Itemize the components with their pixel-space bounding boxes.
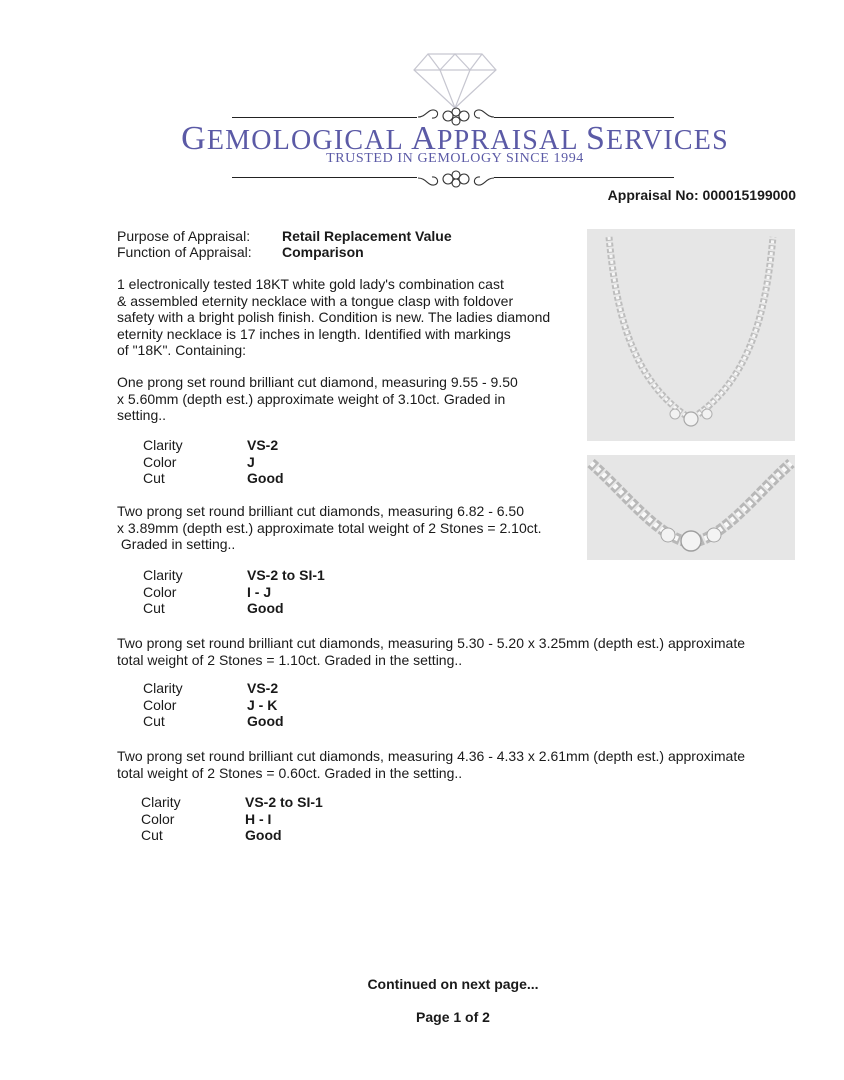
ornament-scroll-bottom bbox=[416, 167, 496, 189]
grade-key: Color bbox=[143, 583, 177, 600]
description-line: of "18K". Containing: bbox=[117, 342, 247, 358]
grade-row-clarity bbox=[141, 794, 323, 811]
grade-row-cut bbox=[143, 713, 284, 730]
grade-key: Clarity bbox=[143, 567, 183, 583]
grade-key: Clarity bbox=[143, 680, 183, 696]
stone-4-description bbox=[117, 748, 745, 781]
header-rule-top-left bbox=[232, 117, 417, 118]
grade-key: Cut bbox=[141, 827, 163, 843]
stone-line: Two prong set round brilliant cut diamonds, measuring 6.82 - 6.50 bbox=[117, 503, 525, 519]
grade-value: Good bbox=[247, 470, 284, 486]
grade-row-color bbox=[143, 454, 284, 471]
stone-3-grades bbox=[143, 680, 284, 730]
stone-2-grades bbox=[143, 567, 325, 617]
stone-1-description bbox=[117, 374, 518, 424]
necklace-photo-full bbox=[587, 229, 795, 441]
purpose-label: Purpose of Appraisal: bbox=[117, 228, 251, 244]
grade-value: VS-2 bbox=[247, 437, 279, 453]
grade-key: Cut bbox=[143, 713, 165, 729]
grade-row-cut bbox=[141, 827, 323, 844]
description-line: & assembled eternity necklace with a tongue clasp with foldover bbox=[117, 292, 514, 309]
grade-row-cut bbox=[143, 600, 325, 617]
header-rule-bottom-left bbox=[232, 177, 417, 178]
description-line: eternity necklace is 17 inches in length. Identified with markings bbox=[117, 325, 511, 342]
stone-line: total weight of 2 Stones = 1.10ct. Graded in the setting.. bbox=[117, 651, 463, 668]
grade-row-color bbox=[143, 584, 325, 601]
stone-4-grades bbox=[141, 794, 323, 844]
company-tagline: TRUSTED IN GEMOLOGY SINCE 1994 bbox=[326, 151, 584, 166]
stone-1-grades bbox=[143, 437, 284, 487]
grade-value: Good bbox=[247, 713, 284, 729]
grade-key: Color bbox=[143, 453, 177, 470]
stone-line: Graded in setting.. bbox=[117, 536, 236, 552]
stone-line: setting.. bbox=[117, 407, 167, 423]
grade-row-clarity bbox=[143, 567, 325, 584]
grade-value: VS-2 to SI-1 bbox=[245, 794, 323, 810]
company-name: GEMOLOGICAL APPRAISAL SERVICES bbox=[181, 120, 729, 157]
description-line: 1 electronically tested 18KT white gold lady's combination cast bbox=[117, 276, 504, 292]
stone-line: Two prong set round brilliant cut diamonds, measuring 4.36 - 4.33 x 2.61mm (depth est.) approximate bbox=[117, 748, 745, 764]
stone-3-description bbox=[117, 635, 745, 668]
diamond-logo-icon bbox=[410, 48, 500, 110]
stone-line: total weight of 2 Stones = 0.60ct. Graded in the setting.. bbox=[117, 764, 463, 781]
header-rule-top-right bbox=[494, 117, 674, 118]
grade-value: J - K bbox=[247, 696, 278, 713]
header-rule-bottom-right bbox=[494, 177, 674, 178]
grade-value: Good bbox=[247, 600, 284, 616]
function-value: Comparison bbox=[282, 244, 364, 260]
grade-key: Clarity bbox=[143, 437, 183, 453]
grade-key: Cut bbox=[143, 600, 165, 616]
purpose-value: Retail Replacement Value bbox=[282, 228, 452, 244]
grade-value: VS-2 bbox=[247, 680, 279, 696]
grade-row-color bbox=[143, 697, 284, 714]
grade-key: Clarity bbox=[141, 794, 181, 810]
grade-value: Good bbox=[245, 827, 282, 843]
grade-row-color bbox=[141, 811, 323, 828]
grade-row-cut bbox=[143, 470, 284, 487]
grade-value: H - I bbox=[245, 810, 272, 827]
function-label: Function of Appraisal: bbox=[117, 244, 252, 260]
grade-value: I - J bbox=[247, 583, 272, 600]
stone-2-description bbox=[117, 503, 542, 553]
grade-value: VS-2 to SI-1 bbox=[247, 567, 325, 583]
stone-line: x 5.60mm (depth est.) approximate weight of 3.10ct. Graded in bbox=[117, 390, 506, 407]
stone-line: One prong set round brilliant cut diamond, measuring 9.55 - 9.50 bbox=[117, 374, 518, 390]
description-line: safety with a bright polish finish. Condition is new. The ladies diamond bbox=[117, 309, 551, 325]
grade-value: J bbox=[247, 453, 255, 470]
stone-line: x 3.89mm (depth est.) approximate total weight of 2 Stones = 2.10ct. bbox=[117, 519, 542, 536]
necklace-photo-closeup bbox=[587, 455, 795, 560]
grade-row-clarity bbox=[143, 437, 284, 454]
grade-row-clarity bbox=[143, 680, 284, 697]
appraisal-number: Appraisal No: 000015199000 bbox=[607, 187, 796, 203]
stone-line: Two prong set round brilliant cut diamonds, measuring 5.30 - 5.20 x 3.25mm (depth est.) approximate bbox=[117, 635, 745, 651]
continued-note: Continued on next page... bbox=[367, 976, 539, 992]
item-description bbox=[117, 276, 550, 359]
grade-key: Cut bbox=[143, 470, 165, 486]
page-number: Page 1 of 2 bbox=[416, 1009, 490, 1025]
grade-key: Color bbox=[143, 696, 177, 713]
grade-key: Color bbox=[141, 810, 175, 827]
